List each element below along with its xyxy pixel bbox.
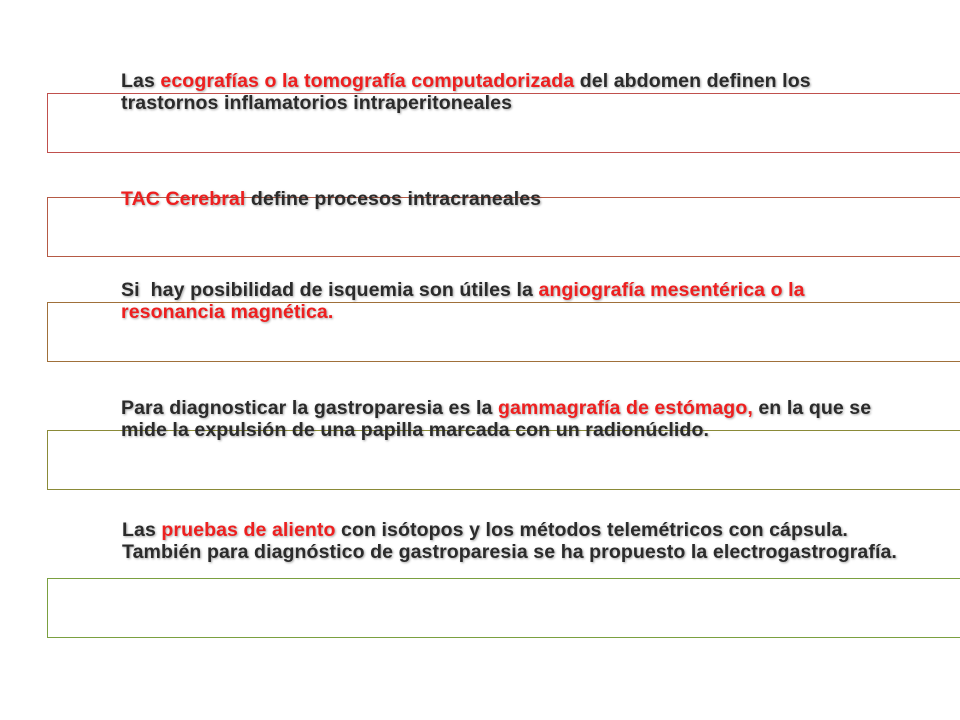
item-text-4 — [121, 397, 911, 441]
item-text-5 — [122, 519, 912, 563]
item-text-pre: Para diagnosticar la gastroparesia es la — [121, 397, 498, 419]
item-text-1 — [121, 70, 911, 114]
item-text-highlight: pruebas de aliento — [161, 519, 336, 541]
item-text-post: en la que se mide la expulsión de una papilla marcada con un radionúclido. — [121, 397, 872, 441]
item-text-highlight: TAC Cerebral — [121, 188, 246, 210]
item-text-pre: Las — [122, 519, 162, 541]
item-text-3 — [121, 279, 911, 323]
item-text-pre: Si hay posibilidad de isquemia son útiles la — [121, 279, 539, 301]
item-text-highlight: angiografía mesentérica o la resonancia magnética. — [121, 279, 811, 323]
item-text-2 — [121, 188, 911, 210]
item-text-post: define procesos intracraneales — [245, 188, 542, 210]
item-text-pre: Las — [121, 70, 161, 92]
item-text-highlight: ecografías o la tomografía computadorizada — [160, 70, 575, 92]
item-box-5 — [47, 578, 960, 638]
item-text-post: del abdomen definen los trastornos inflamatorios intraperitoneales — [121, 70, 811, 114]
item-text-post: con isótopos y los métodos telemétricos con cápsula. También para diagnóstico de gastroparesia se ha propuesto la electrogastrografía. — [122, 519, 897, 563]
item-text-highlight: gammagrafía de estómago, — [497, 397, 753, 419]
